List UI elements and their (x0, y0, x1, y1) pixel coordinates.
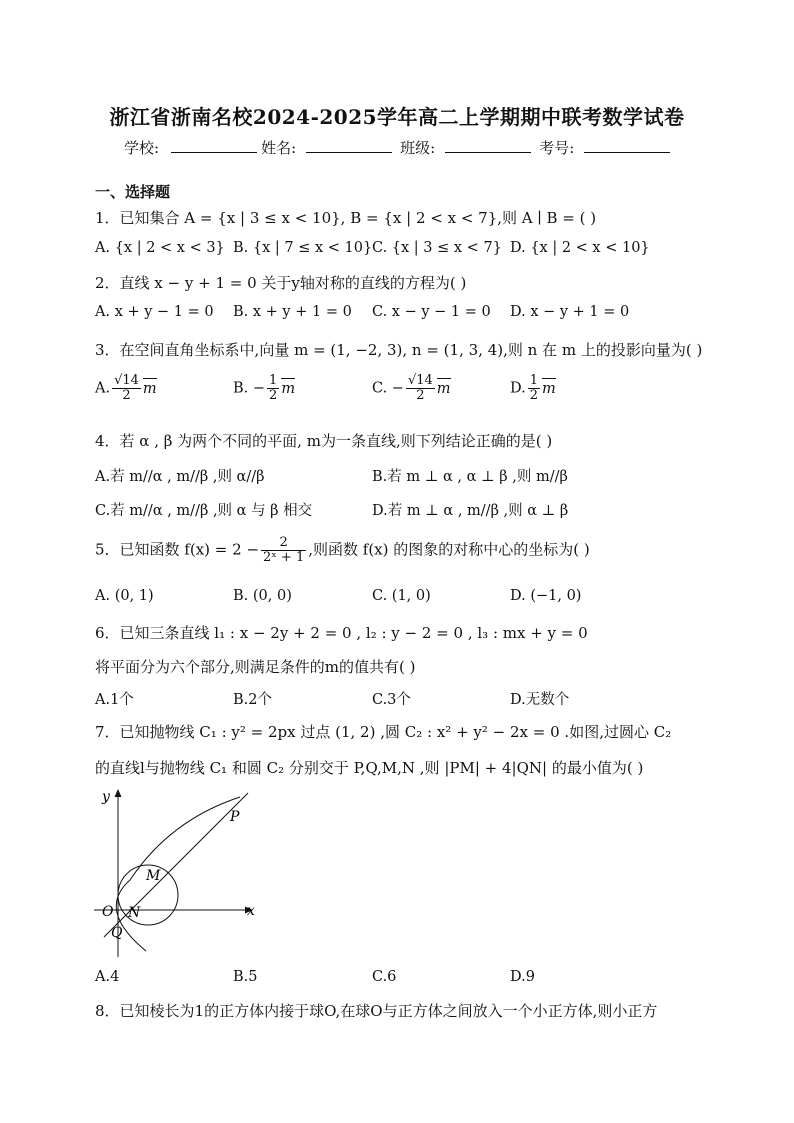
label-n: N (128, 905, 141, 921)
class-label: 班级: (400, 139, 436, 157)
q1-option-a: A. {x | 2 < x < 3} (95, 240, 225, 256)
q2-option-a: A. x + y − 1 = 0 (95, 304, 214, 320)
q3-option-d: D. $\frac{1}{2}$ m (510, 373, 556, 403)
question-6: 6．已知三条直线 l₁ : x − 2y + 2 = 0 , l₂ : y − 2 = 0 , l₃ : mx + y = 0 (95, 624, 588, 642)
label-y: y (102, 789, 110, 805)
q7-figure (90, 785, 270, 960)
question-5: 5．已知函数 f(x) = 2 − $\frac{2}{\text{2ˣ + 1}}$ ,则函数 f(x) 的图象的对称中心的坐标为( ) (95, 535, 590, 565)
student-info-row (124, 137, 674, 158)
question-8: 8．已知棱长为1的正方体内接于球O,在球O与正方体之间放入一个小正方体,则小正方 (95, 1002, 658, 1020)
number-label: 考号: (539, 139, 575, 157)
q7-option-c: C.6 (372, 969, 397, 985)
q6-option-a: A.1个 (95, 692, 134, 708)
q5-option-a: A. (0, 1) (95, 588, 154, 604)
question-2: 2．直线 x − y + 1 = 0 关于y轴对称的直线的方程为( ) (95, 274, 467, 292)
q4-option-c: C.若 m//α , m//β ,则 α 与 β 相交 (95, 503, 313, 519)
q5-option-c: C. (1, 0) (372, 588, 431, 604)
label-p: P (230, 809, 240, 825)
q7-option-a: A.4 (95, 969, 120, 985)
q4-option-a: A.若 m//α , m//β ,则 α//β (95, 469, 265, 485)
class-blank (445, 140, 531, 153)
label-o: O (102, 904, 114, 920)
q3-option-a: A. $\frac{√14}{2}$ m (95, 373, 157, 403)
question-7: 7．已知抛物线 C₁ : y² = 2px 过点 (1, 2) ,圆 C₂ : x² + y² − 2x = 0 .如图,过圆心 C₂ (95, 723, 672, 741)
q5-option-b: B. (0, 0) (233, 588, 292, 604)
q2-option-c: C. x − y − 1 = 0 (372, 304, 491, 320)
page-title: 浙江省浙南名校2024-2025学年高二上学期期中联考数学试卷 (109, 105, 685, 129)
q4-option-d: D.若 m ⊥ α , m//β ,则 α ⊥ β (372, 503, 569, 519)
question-7-line2: 的直线l与抛物线 C₁ 和圆 C₂ 分别交于 P,Q,M,N ,则 |PM| + 4|QN| 的最小值为( ) (95, 759, 644, 777)
q3-option-c: C. − $\frac{√14}{2}$ m (372, 373, 451, 403)
q1-option-c: C. {x | 3 ≤ x < 7} (372, 240, 502, 256)
school-blank (171, 140, 257, 153)
q4-option-b: B.若 m ⊥ α , α ⊥ β ,则 m//β (372, 469, 568, 485)
q5-option-d: D. (−1, 0) (510, 588, 582, 604)
question-3: 3．在空间直角坐标系中,向量 m = (1, −2, 3), n = (1, 3, 4),则 n 在 m 上的投影向量为( ) (95, 341, 703, 359)
q3-option-b: B. − $\frac{1}{2}$ m (233, 373, 296, 403)
q2-option-d: D. x − y + 1 = 0 (510, 304, 630, 320)
name-label: 姓名: (261, 139, 297, 157)
q2-option-b: B. x + y + 1 = 0 (233, 304, 352, 320)
q6-option-c: C.3个 (372, 692, 411, 708)
q7-option-d: D.9 (510, 969, 535, 985)
label-x: x (247, 903, 255, 919)
q1-option-d: D. {x | 2 < x < 10} (510, 240, 650, 256)
q7-option-b: B.5 (233, 969, 258, 985)
question-6-line2: 将平面分为六个部分,则满足条件的m的值共有( ) (95, 658, 416, 676)
label-q: Q (111, 925, 123, 941)
line-l (104, 793, 248, 937)
q6-option-b: B.2个 (233, 692, 272, 708)
name-blank (306, 140, 392, 153)
question-4: 4．若 α , β 为两个不同的平面, m为一条直线,则下列结论正确的是( ) (95, 432, 553, 450)
label-m: M (146, 868, 161, 884)
question-1: 1．已知集合 A = {x | 3 ≤ x < 10}, B = {x | 2 < x < 7},则 A ∣ B = ( ) (95, 209, 597, 227)
number-blank (584, 140, 670, 153)
school-label: 学校: (124, 139, 160, 157)
y-axis-arrow (115, 789, 122, 797)
section-heading: 一、选择题 (95, 183, 171, 201)
q1-option-b: B. {x | 7 ≤ x < 10} (233, 240, 373, 256)
q6-option-d: D.无数个 (510, 692, 570, 708)
